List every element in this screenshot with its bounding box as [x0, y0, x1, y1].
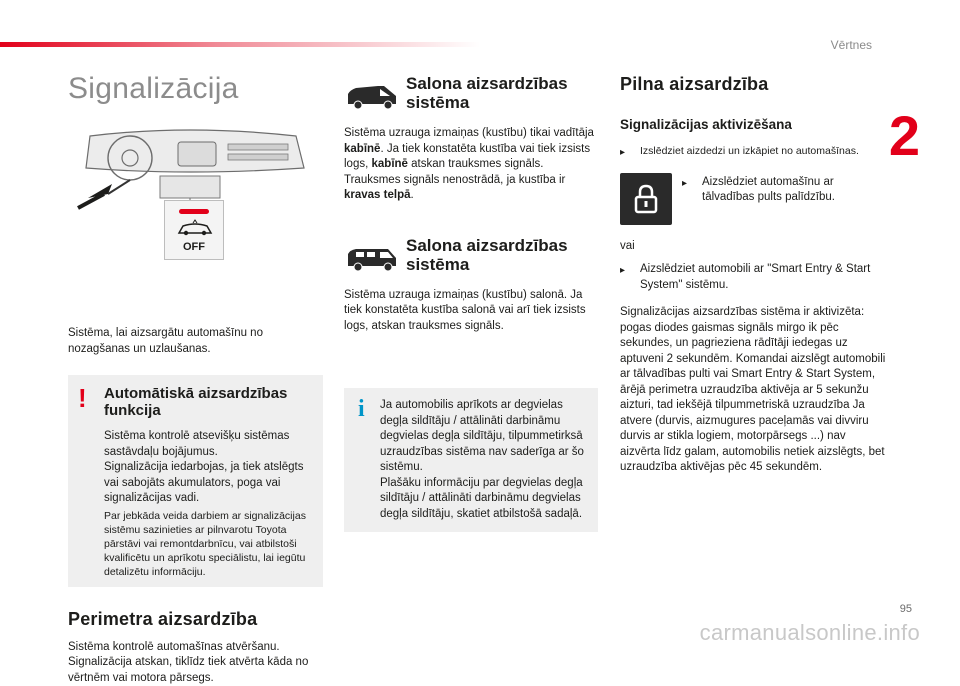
section-label: Vērtnes — [831, 38, 872, 52]
watermark: carmanualsonline.info — [700, 620, 920, 646]
warning-text-2: Signalizācija iedarbojas, ja tiek atslēgts vai sabojāts akumulators, poga vai signalizācijas vadi. — [104, 460, 313, 507]
van-full-icon — [344, 244, 400, 274]
header-accent-bar — [0, 42, 480, 47]
dashboard-illustration — [68, 128, 308, 280]
bullet-smart-entry-text: Aizslēdziet automobili ar "Smart Entry & Start System" sistēmu. — [640, 262, 888, 293]
left-column — [68, 72, 323, 686]
padlock-icon — [633, 183, 659, 215]
bullet-arrow-icon: ▸ — [682, 175, 702, 219]
info-text-1: Ja automobilis aprīkots ar degvielas degļa sildītāju / attālināti darbināmu degvielas degļa sildītāju, tilpummetirksā uzraudzības sistēma nav saderīga ar šo sistēmu. — [380, 398, 588, 476]
warning-title: Automātiskā aizsardzības funkcija — [104, 385, 313, 419]
page-title: Signalizācija — [68, 72, 323, 106]
bullet-remote-lock — [682, 175, 888, 219]
warning-text-1: Sistēma kontrolē atsevišķu sistēmas sastāvdaļu bojājumus. — [104, 429, 313, 460]
info-text-2: Plašāku informāciju par degvielas degļa sildītāju / attālināti darbināmu degvielas degļa sildītāju, skatiet atbilstošā sadaļā. — [380, 476, 588, 523]
chapter-number: 2 — [889, 108, 920, 164]
van-cabin-icon — [344, 82, 400, 112]
middle-column — [344, 74, 598, 532]
bullet-arrow-icon: ▸ — [620, 144, 640, 161]
dashboard-icon — [68, 128, 308, 208]
warning-text-3: Par jebkāda veida darbiem ar signalizācijas sistēmu sazinieties ar pilnvarotu Toyota pārstāvi vai remontdarbnīcu, vai atbilstoši kvalificētu un aprīkotu speciālistu, lai iegūtu detalizētu informāciju. — [104, 509, 313, 579]
activation-body-text: Signalizācijas aizsardzības sistēma ir aktivizēta: pogas diodes gaismas signāls mirgo ik pēc sekundes, un pagrieziena rādītāji iedegas uz aptuveni 2 sekundēm. Komandai aizslēgt automobili ar tālvadības pulti vai Smart Entry & Start System, ārējā perimetra uzraudzība aktivēja ar 5 sekunžu aizturi, tad iekšējā tilpummetriskā uzraudzība Ja atvere (durvis, aizmugures paceļamās vai divviru durvis ar stikla logiem, motorpārsegs ...) nav aizvērta līdz galam, automobilis netiek aizslēgts, bet uzraudzība aktivējas pēc 45 sekundēm. — [620, 305, 888, 476]
off-label: OFF — [165, 241, 223, 253]
or-label: vai — [620, 239, 888, 255]
info-icon: i — [358, 396, 365, 423]
perimeter-heading: Perimetra aizsardzība — [68, 609, 323, 630]
cabin-text-2: Sistēma uzrauga izmaiņas (kustību) salonā. Ja tiek konstatēta kustība salonā vai arī tiek izsists logs, atskan trauksmes signāls. — [344, 288, 598, 335]
bullet-arrow-icon: ▸ — [620, 262, 640, 293]
led-indicator — [179, 209, 209, 214]
cabin-heading-2: Salona aizsardzības sistēma — [406, 236, 598, 274]
bullet-ignition-off — [620, 144, 888, 161]
intro-text: Sistēma, lai aizsargātu automašīnu no nozagšanas un uzlaušanas. — [68, 326, 323, 357]
warning-box — [68, 375, 323, 587]
perimeter-text: Sistēma kontrolē automašīnas atvēršanu. Signalizācija atskan, tiklīdz tiek atvērta kāda no vērtnēm vai motora pārsegs. — [68, 640, 323, 686]
bullet-remote-lock-text: Aizslēdziet automašīnu ar tālvadības pults palīdzību. — [702, 175, 888, 219]
alarm-off-button — [164, 200, 224, 260]
remote-lock-icon — [620, 173, 672, 225]
bullet-ignition-off-text: Izslēdziet aizdedzi un izkāpiet no automašīnas. — [640, 144, 859, 161]
info-box — [344, 388, 598, 532]
cabin-text-1: Sistēma uzrauga izmaiņas (kustību) tikai vadītāja kabīnē. Ja tiek konstatēta kustība vai tiek izsists logs, kabīnē atskan trauksmes signāls. Trauksmes signāls nenostrādā, ja kustība ir kravas telpā. — [344, 126, 598, 204]
right-column — [620, 74, 888, 476]
cabin-heading-1: Salona aizsardzības sistēma — [406, 74, 598, 112]
cabin-heading-row-2 — [344, 236, 598, 274]
cabin-heading-row-1 — [344, 74, 598, 112]
warning-icon: ! — [78, 383, 87, 414]
full-protection-heading: Pilna aizsardzība — [620, 74, 888, 95]
activation-heading: Signalizācijas aktivizēšana — [620, 117, 888, 132]
car-alarm-icon — [175, 221, 215, 237]
bullet-smart-entry — [620, 262, 888, 293]
lock-row — [620, 173, 888, 225]
page-number: 95 — [900, 603, 912, 615]
